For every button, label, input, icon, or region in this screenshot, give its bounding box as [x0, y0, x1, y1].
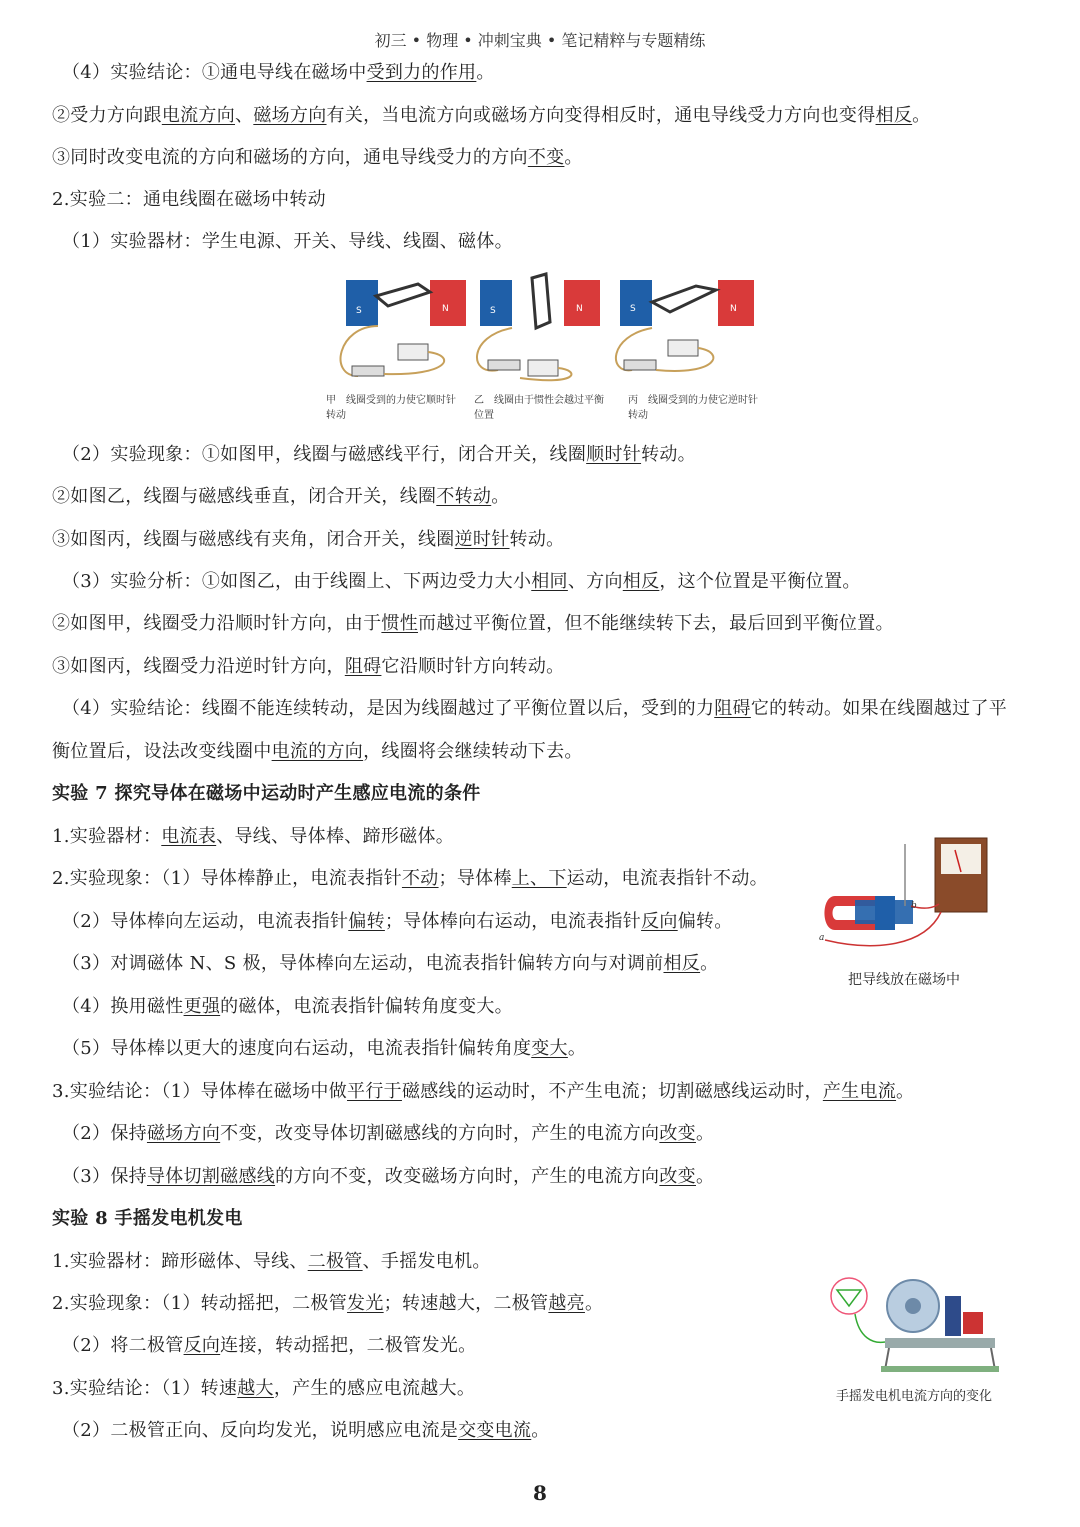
text-line — [52, 825, 454, 849]
n-pole-magnet — [430, 280, 466, 326]
underlined-answer: 相反 — [663, 953, 701, 974]
underlined-answer: 上、下 — [511, 868, 567, 889]
n-label: N — [730, 304, 737, 314]
underlined-answer: 电流方向 — [161, 105, 236, 126]
text-line — [52, 146, 583, 170]
text-segment: 。 — [491, 486, 510, 507]
switch — [352, 366, 384, 376]
text-line — [62, 1037, 586, 1061]
underlined-answer: 电流表 — [161, 826, 217, 847]
arrow-line — [855, 1314, 885, 1342]
underlined-answer: 相反 — [875, 105, 913, 126]
text-segment: 、导线、导体棒、蹄形磁体。 — [216, 826, 455, 847]
underlined-answer: 交变电流 — [458, 1420, 532, 1441]
text-line — [62, 230, 513, 254]
text-line — [62, 697, 1007, 721]
diagram-bing — [616, 280, 754, 371]
coil — [532, 274, 550, 328]
coil — [376, 284, 430, 306]
text-segment: 。 — [695, 1123, 715, 1144]
s-pole-magnet — [346, 280, 378, 326]
text-segment: ；转速越大，二极管 — [383, 1293, 549, 1314]
text-segment: ②如图乙，线圈与磁感线垂直，闭合开关，线圈 — [52, 486, 437, 507]
underlined-answer: 偏转 — [348, 911, 385, 932]
text-line — [62, 1419, 550, 1443]
underlined-answer: 越大 — [237, 1378, 274, 1399]
induction-caption: 把导线放在磁场中 — [848, 972, 960, 988]
diagram-jia — [341, 280, 466, 376]
text-segment: 有关，当电流方向或磁场方向变得相反时，通电导线受力方向也变得 — [326, 105, 876, 126]
underlined-answer: 不转动 — [436, 486, 492, 507]
text-segment: 。 — [584, 1293, 604, 1314]
text-line — [52, 485, 510, 509]
text-segment: 它的转动。如果在线圈越过了平 — [750, 698, 1008, 719]
text-line — [62, 952, 718, 976]
text-segment: 2.实验现象：（1）转动摇把，二极管 — [52, 1293, 348, 1314]
text-segment: （2）二极管正向、反向均发光，说明感应电流是 — [62, 1420, 459, 1441]
text-segment: （4）换用磁性 — [62, 996, 184, 1017]
page-header: 初三 • 物理 • 冲刺宝典 • 笔记精粹与专题精练 — [374, 31, 706, 50]
text-segment: （5）导体棒以更大的速度向右运动，电流表指针偏转角度 — [62, 1038, 532, 1059]
underlined-answer: 磁场方向 — [253, 105, 327, 126]
underlined-answer: 不变 — [527, 147, 565, 168]
label-b: b — [911, 901, 917, 911]
n-label: N — [576, 304, 583, 314]
text-line — [52, 612, 894, 636]
direction-arrows — [837, 1290, 861, 1306]
text-segment: 连接，转动摇把，二极管发光。 — [220, 1335, 477, 1356]
underlined-answer: 受到力的作用 — [366, 62, 477, 83]
text-segment: 实验 8 手摇发电机发电 — [52, 1208, 243, 1229]
text-segment: ；导体棒 — [438, 868, 512, 889]
text-segment: （4）实验结论：①通电导线在磁场中 — [62, 62, 367, 83]
text-line — [62, 995, 513, 1019]
text-segment: （2）导体棒向左运动，电流表指针 — [62, 911, 349, 932]
s-pole-magnet — [480, 280, 512, 326]
text-segment: 的方向不变，改变磁场方向时，产生的电流方向 — [275, 1166, 660, 1187]
n-pole-magnet — [718, 280, 754, 326]
text-segment: （4）实验结论：线圈不能连续转动，是因为线圈越过了平衡位置以后，受到的力 — [62, 698, 715, 719]
s-label: S — [490, 306, 496, 316]
text-segment: ；导体棒向右运动，电流表指针 — [384, 911, 642, 932]
diagram-yi — [477, 274, 600, 380]
text-segment: 、方向 — [567, 571, 623, 592]
text-segment: 3.实验结论：（1）导体棒在磁场中做 — [52, 1081, 348, 1102]
text-line — [52, 528, 564, 552]
underlined-answer: 反向 — [641, 911, 678, 932]
text-segment: 而越过平衡位置，但不能继续转下去，最后回到平衡位置。 — [418, 613, 894, 634]
coil-block — [963, 1312, 983, 1334]
text-segment: 、 — [235, 105, 254, 126]
underlined-answer: 逆时针 — [454, 529, 510, 550]
underlined-answer: 变大 — [531, 1038, 568, 1059]
text-segment: 3.实验结论：（1）转速 — [52, 1378, 238, 1399]
text-line — [52, 740, 583, 764]
text-line — [52, 1377, 475, 1401]
battery — [398, 344, 428, 360]
underlined-answer: 越亮 — [548, 1293, 585, 1314]
underlined-answer: 不动 — [401, 868, 439, 889]
battery — [668, 340, 698, 356]
text-segment: 1.实验器材： — [52, 826, 162, 847]
text-segment: 衡位置后，设法改变线圈中 — [52, 741, 272, 762]
text-segment: ②受力方向跟 — [52, 105, 162, 126]
underlined-answer: 导体切割磁感线 — [146, 1166, 276, 1187]
text-segment: 转动。 — [509, 529, 565, 550]
text-line — [52, 867, 768, 891]
text-segment: 2.实验二：通电线圈在磁场中转动 — [52, 189, 326, 210]
text-segment: 转动。 — [641, 444, 696, 465]
coil — [652, 286, 716, 312]
underlined-answer: 产生电流 — [822, 1081, 897, 1102]
underlined-answer: 更强 — [183, 996, 221, 1017]
text-segment: 2.实验现象：（1）导体棒静止，电流表指针 — [52, 868, 402, 889]
underlined-answer: 顺时针 — [586, 444, 642, 465]
text-segment: （3）对调磁体 N、S 极，导体棒向左运动，电流表指针偏转方向与对调前 — [62, 953, 664, 974]
text-segment: （3）保持 — [62, 1166, 147, 1187]
generator-caption: 手摇发电机电流方向的变化 — [836, 1389, 993, 1404]
current-diagram — [831, 1278, 867, 1314]
text-segment: ，线圈将会继续转动下去。 — [363, 741, 583, 762]
text-segment: 运动，电流表指针不动。 — [566, 868, 768, 889]
text-line — [62, 1165, 714, 1189]
board — [881, 1366, 999, 1372]
underlined-answer: 平行于 — [347, 1081, 402, 1102]
text-line — [52, 104, 930, 128]
page-number: 8 — [533, 1481, 547, 1505]
text-segment: ②如图甲，线圈受力沿顺时针方向，由于 — [52, 613, 382, 634]
text-segment: 它沿顺时针方向转动。 — [381, 656, 565, 677]
text-line — [52, 1250, 491, 1274]
underlined-answer: 相反 — [622, 571, 660, 592]
text-segment: 1.实验器材：蹄形磁体、导线、 — [52, 1251, 308, 1272]
caption-yi: 乙 线圈由于惯性会越过平衡位置 — [474, 395, 604, 421]
base — [885, 1338, 995, 1348]
underlined-answer: 二极管 — [307, 1251, 363, 1272]
text-segment: 。 — [695, 1166, 715, 1187]
text-line — [62, 443, 696, 467]
section-heading — [52, 1207, 243, 1231]
text-segment: ，这个位置是平衡位置。 — [659, 571, 861, 592]
underlined-answer: 发光 — [347, 1293, 384, 1314]
underlined-answer: 磁场方向 — [146, 1123, 221, 1144]
text-segment: 。 — [896, 1081, 915, 1102]
text-segment: （1）实验器材：学生电源、开关、导线、线圈、磁体。 — [62, 231, 513, 252]
label-a: a — [819, 933, 825, 943]
generator-figure — [825, 1272, 1005, 1382]
battery — [528, 360, 558, 376]
text-segment: （3）实验分析：①如图乙，由于线圈上、下两边受力大小 — [62, 571, 532, 592]
text-segment: 实验 7 探究导体在磁场中运动时产生感应电流的条件 — [52, 783, 481, 804]
text-segment: ③同时改变电流的方向和磁场的方向，通电导线受力的方向 — [52, 147, 528, 168]
wheel-hub — [905, 1298, 921, 1314]
text-segment: ，产生的感应电流越大。 — [273, 1378, 476, 1399]
text-segment: 。 — [567, 1038, 587, 1059]
switch — [624, 360, 656, 370]
text-segment: 。 — [531, 1420, 550, 1441]
text-segment: 。 — [700, 953, 719, 974]
underlined-answer: 改变 — [659, 1166, 696, 1187]
text-segment: 磁感线的运动时，不产生电流；切割磁感线运动时， — [401, 1081, 823, 1102]
text-line — [62, 61, 495, 85]
text-segment: 的磁体，电流表指针偏转角度变大。 — [220, 996, 513, 1017]
caption-jia: 甲 线圈受到的力使它顺时针转动 — [326, 395, 456, 421]
text-line — [52, 655, 564, 679]
text-line — [52, 1292, 603, 1316]
underlined-answer: 反向 — [183, 1335, 221, 1356]
underlined-answer: 阻碍 — [344, 656, 382, 677]
induction-figure — [815, 834, 995, 966]
text-line — [62, 570, 861, 594]
text-line — [52, 1080, 914, 1104]
text-segment: ③如图丙，线圈受力沿逆时针方向， — [52, 656, 345, 677]
section-heading — [52, 782, 481, 806]
text-segment: （2）实验现象：①如图甲，线圈与磁感线平行，闭合开关，线圈 — [62, 444, 587, 465]
caption-bing: 丙 线圈受到的力使它逆时针转动 — [628, 395, 758, 421]
switch — [488, 360, 520, 370]
text-segment: 。 — [912, 105, 931, 126]
text-segment: 、手摇发电机。 — [362, 1251, 491, 1272]
section-heading — [52, 188, 326, 212]
text-line — [62, 1334, 476, 1358]
magnet — [945, 1296, 961, 1336]
text-line — [62, 1122, 714, 1146]
text-segment: 。 — [564, 147, 583, 168]
underlined-answer: 相同 — [531, 571, 568, 592]
text-line — [62, 910, 733, 934]
text-segment: 。 — [476, 62, 495, 83]
s-label: S — [630, 304, 636, 314]
text-segment: ③如图丙，线圈与磁感线有夹角，闭合开关，线圈 — [52, 529, 455, 550]
s-pole-magnet — [620, 280, 652, 326]
text-segment: （2）将二极管 — [62, 1335, 184, 1356]
s-label: S — [356, 306, 362, 316]
underlined-answer: 阻碍 — [714, 698, 751, 719]
underlined-answer: 电流的方向 — [271, 741, 364, 762]
text-segment: （2）保持 — [62, 1123, 147, 1144]
text-segment: 偏转。 — [677, 911, 733, 932]
underlined-answer: 改变 — [659, 1123, 696, 1144]
text-segment: 不变，改变导体切割磁感线的方向时，产生的电流方向 — [220, 1123, 660, 1144]
underlined-answer: 惯性 — [381, 613, 419, 634]
n-label: N — [442, 304, 449, 314]
n-pole-magnet — [564, 280, 600, 326]
